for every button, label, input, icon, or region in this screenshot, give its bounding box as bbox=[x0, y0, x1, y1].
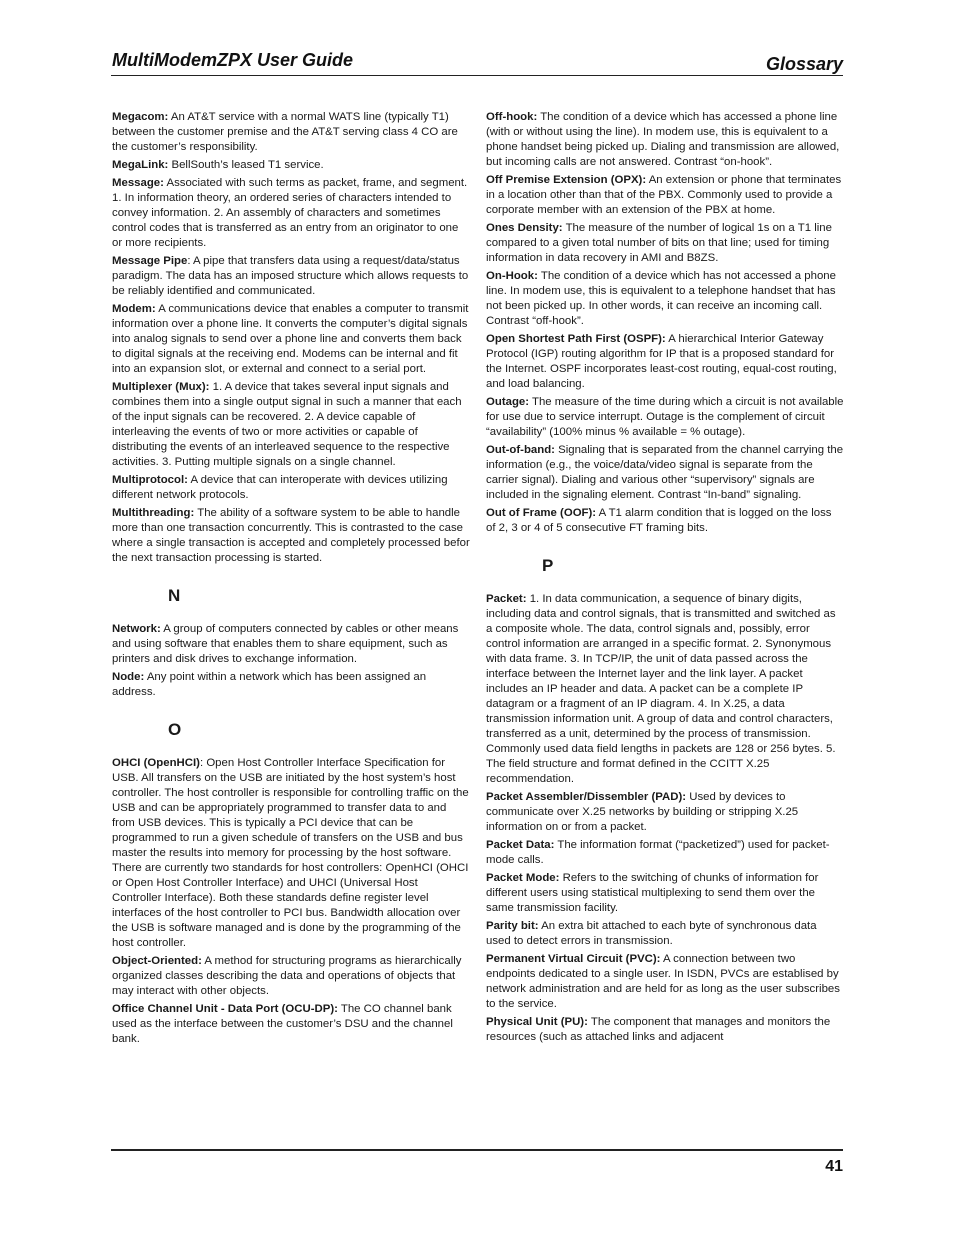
glossary-term: Message Pipe bbox=[112, 255, 188, 267]
glossary-term: MegaLink: bbox=[112, 159, 169, 171]
glossary-definition: The measure of the time during which a circuit is not available for use due to service interrupt. Outage is the complement of circuit “availability” (100% minus % available = % outage). bbox=[486, 396, 844, 438]
glossary-entry bbox=[486, 110, 844, 170]
glossary-entry bbox=[112, 380, 470, 470]
glossary-entry bbox=[486, 269, 844, 329]
glossary-term: Off Premise Extension (OPX): bbox=[486, 174, 647, 186]
glossary-entry bbox=[112, 506, 470, 566]
glossary-definition: Open Host Controller Interface Specification for USB. All transfers on the USB are initiated by the host system’s host controller. The host controller is responsible for controlling traffic on the USB and can be appropriately programmed to transfer data to and from USB devices. This is typically a PCI device that can be programmed to run a given schedule of transfers on the USB and bus master the results into memory for processing by the host software. There are currently two standards for host controllers: OpenHCI (OHCI or Open Host Controller Interface) and UHCI (Universal Host Controller Interface). Both these standards define register level interfaces of the host controller to PCI bus. Bandwidth allocation over the USB is software managed and is done by the programming of the host controller. bbox=[112, 757, 469, 949]
glossary-definition: Refers to the switching of chunks of information for different users using statistical multiplexing to send them over the same transmission facility. bbox=[486, 872, 819, 914]
glossary-term: Node: bbox=[112, 671, 145, 683]
glossary-term: Office Channel Unit - Data Port (OCU-DP): bbox=[112, 1003, 338, 1015]
glossary-term: Out of Frame (OOF): bbox=[486, 507, 597, 519]
glossary-entry bbox=[112, 176, 470, 251]
glossary-entry bbox=[486, 919, 844, 949]
footer-rule bbox=[111, 1149, 843, 1151]
glossary-term: Multiplexer (Mux): bbox=[112, 381, 210, 393]
glossary-term: Packet Mode: bbox=[486, 872, 560, 884]
glossary-entry bbox=[112, 473, 470, 503]
glossary-definition: A pipe that transfers data using a request/data/status paradigm. The data has an imposed structure which allows requests to be reliably identified and communicated. bbox=[112, 255, 469, 297]
glossary-definition: The information format (“packetized”) used for packet-mode calls. bbox=[486, 839, 830, 866]
glossary-entry bbox=[486, 838, 844, 868]
document-title: MultiModemZPX User Guide bbox=[112, 50, 354, 70]
glossary-definition: A communications device that enables a computer to transmit information over a phone line. It converts the computer’s digital signals into analog signals to send over a phone line and converts them back to digital signals at the receiving end. Modems can be internal and fit into an expansion slot, or external and connect to a serial port. bbox=[112, 303, 469, 375]
glossary-term: Network: bbox=[112, 623, 161, 635]
glossary-term: Message: bbox=[112, 177, 164, 189]
glossary-entry bbox=[112, 954, 470, 999]
glossary-entry bbox=[486, 1015, 844, 1045]
glossary-definition: BellSouth’s leased T1 service. bbox=[171, 159, 324, 171]
glossary-entry bbox=[112, 302, 470, 377]
glossary-entry bbox=[112, 254, 470, 299]
glossary-term: Parity bit: bbox=[486, 920, 539, 932]
glossary-definition: An extra bit attached to each byte of synchronous data used to detect errors in transmission. bbox=[486, 920, 817, 947]
glossary-definition: The measure of the number of logical 1s on a T1 line compared to a given total number of bits on that line; used for timing information in data recovery in AMI and B8ZS. bbox=[486, 222, 832, 264]
glossary-entry bbox=[112, 670, 470, 700]
glossary-entry bbox=[486, 395, 844, 440]
glossary-term: Outage: bbox=[486, 396, 530, 408]
glossary-term: Off-hook: bbox=[486, 111, 538, 123]
glossary-entry bbox=[112, 110, 470, 155]
glossary-definition: An AT&T service with a normal WATS line (typically T1) between the customer premise and the AT&T serving class 4 CO are the customer’s responsibility. bbox=[112, 111, 458, 153]
glossary-entry bbox=[486, 332, 844, 392]
glossary-definition: 1. A device that takes several input signals and combines them into a single output signal in such a manner that each of the input signals can be recovered. 2. A device capable of interleaving the events of two or more activities or capable of distributing the events of an interleaved sequence to the respective activities. 3. Putting multiple signals on a single channel. bbox=[112, 381, 462, 468]
glossary-definition: Signaling that is separated from the channel carrying the information (e.g., the voice/data/video signal is separate from the carrier signal). Dialing and various other “supervisory” signals are included in the signaling element. Contrast “In-band” signaling. bbox=[486, 444, 844, 501]
section-title: Glossary bbox=[765, 54, 843, 74]
glossary-term: Packet Assembler/Dissembler (PAD): bbox=[486, 791, 687, 803]
glossary-entry bbox=[486, 221, 844, 266]
glossary-term: Out-of-band: bbox=[486, 444, 555, 456]
glossary-term: Multiprotocol: bbox=[112, 474, 188, 486]
glossary-term: Open Shortest Path First (OSPF): bbox=[486, 333, 666, 345]
glossary-term: Packet Data: bbox=[486, 839, 555, 851]
glossary-definition: A group of computers connected by cables or other means and using software that enables them to share equipment, such as printers and disk drives to exchange information. bbox=[112, 623, 459, 665]
glossary-entry bbox=[112, 622, 470, 667]
page-number: 41 bbox=[825, 1158, 843, 1175]
glossary-term: Physical Unit (PU): bbox=[486, 1016, 588, 1028]
glossary-term: Megacom: bbox=[112, 111, 169, 123]
header-rule bbox=[111, 75, 843, 76]
section-letter: N bbox=[168, 586, 181, 605]
glossary-term: OHCI (OpenHCI) bbox=[112, 757, 200, 769]
glossary-entry bbox=[112, 158, 470, 173]
glossary-entry bbox=[486, 790, 844, 835]
glossary-definition: An extension or phone that terminates in a location other than that of the PBX. Commonly used to provide a corporate member with an extension of the PBX at home. bbox=[486, 174, 842, 216]
glossary-definition: The condition of a device which has not accessed a phone line. In modem use, this is equivalent to a telephone handset that has not been picked up. In other words, it can receive an incoming call. Contrast “off-hook”. bbox=[486, 270, 836, 327]
glossary-entry bbox=[486, 173, 844, 218]
glossary-definition: Used by devices to communicate over X.25 networks by building or stripping X.25 information on or from a packet. bbox=[486, 791, 799, 833]
glossary-entry bbox=[112, 1002, 470, 1047]
glossary-entry bbox=[112, 756, 470, 951]
glossary-definition: The condition of a device which has accessed a phone line (with or without using the line). In modem use, this is equivalent to a phone handset being picked up. Dialing and transmission are allowed, but incoming calls are not answered. Contrast “on-hook”. bbox=[486, 111, 840, 168]
term-separator: : bbox=[199, 757, 207, 769]
glossary-entry bbox=[486, 952, 844, 1012]
glossary-entry bbox=[486, 871, 844, 916]
glossary-definition: A method for structuring programs as hierarchically organized classes describing the data and operations of objects that may interact with other objects. bbox=[112, 955, 462, 997]
glossary-entry bbox=[486, 592, 844, 787]
glossary-definition: A hierarchical Interior Gateway Protocol (IGP) routing algorithm for IP that is a proposed standard for the Internet. OSPF incorporates least-cost routing, equal-cost routing, and load balancing. bbox=[486, 333, 837, 390]
glossary-definition: The ability of a software system to be able to handle more than one transaction concurrently. This is contrasted to the case where a single transaction is accepted and completely processed befor the next transaction processing is started. bbox=[112, 507, 470, 564]
glossary-entry bbox=[486, 506, 844, 536]
glossary-definition: The CO channel bank used as the interface between the customer’s DSU and the channel bank. bbox=[112, 1003, 453, 1045]
section-letter: P bbox=[542, 556, 554, 575]
glossary-term: Multithreading: bbox=[112, 507, 195, 519]
left-column bbox=[112, 110, 470, 1050]
glossary-definition: A T1 alarm condition that is logged on the loss of 2, 3 or 4 of 5 consecutive FT framing bits. bbox=[486, 507, 832, 534]
term-separator: : bbox=[187, 255, 194, 267]
glossary-entry bbox=[486, 443, 844, 503]
glossary-term: Modem: bbox=[112, 303, 156, 315]
glossary-term: Packet: bbox=[486, 593, 527, 605]
glossary-definition: A connection between two endpoints dedicated to a single user. In ISDN, PVCs are establised by network administration and are held for as long as the user subscribes to the service. bbox=[486, 953, 840, 1010]
glossary-definition: A device that can interoperate with devices utilizing different network protocols. bbox=[112, 474, 448, 501]
section-letter: O bbox=[168, 720, 182, 739]
glossary-definition: Any point within a network which has been assigned an address. bbox=[112, 671, 427, 698]
glossary-term: On-Hook: bbox=[486, 270, 538, 282]
right-column bbox=[486, 110, 844, 1048]
glossary-term: Ones Density: bbox=[486, 222, 563, 234]
glossary-definition: The component that manages and monitors the resources (such as attached links and adjacent bbox=[486, 1016, 831, 1043]
glossary-term: Object-Oriented: bbox=[112, 955, 202, 967]
glossary-definition: 1. In data communication, a sequence of binary digits, including data and control signals, that is transmitted and switched as a composite whole. The data, control signals and, possibly, error control information are arranged in a specific format. 2. Synonymous with data frame. 3. In TCP/IP, the unit of data passed across the interface between the Internet layer and the link layer. A packet includes an IP header and data. A packet can be a complete IP datagram or a fragment of an IP diagram. 4. In X.25, a data transmission information unit. A group of data and control characters, transferred as a unit, determined by the process of transmission. Commonly used data field lengths in packets are 128 or 256 bytes. 5. The field structure and format defined in the CCITT X.25 recommendation. bbox=[486, 593, 836, 785]
glossary-definition: Associated with such terms as packet, frame, and segment. 1. In information theory, an ordered series of characters intended to convey information. 2. An assembly of characters and sometimes control codes that is transferred as an entry from an originator to one or more recipients. bbox=[112, 177, 468, 249]
glossary-term: Permanent Virtual Circuit (PVC): bbox=[486, 953, 661, 965]
